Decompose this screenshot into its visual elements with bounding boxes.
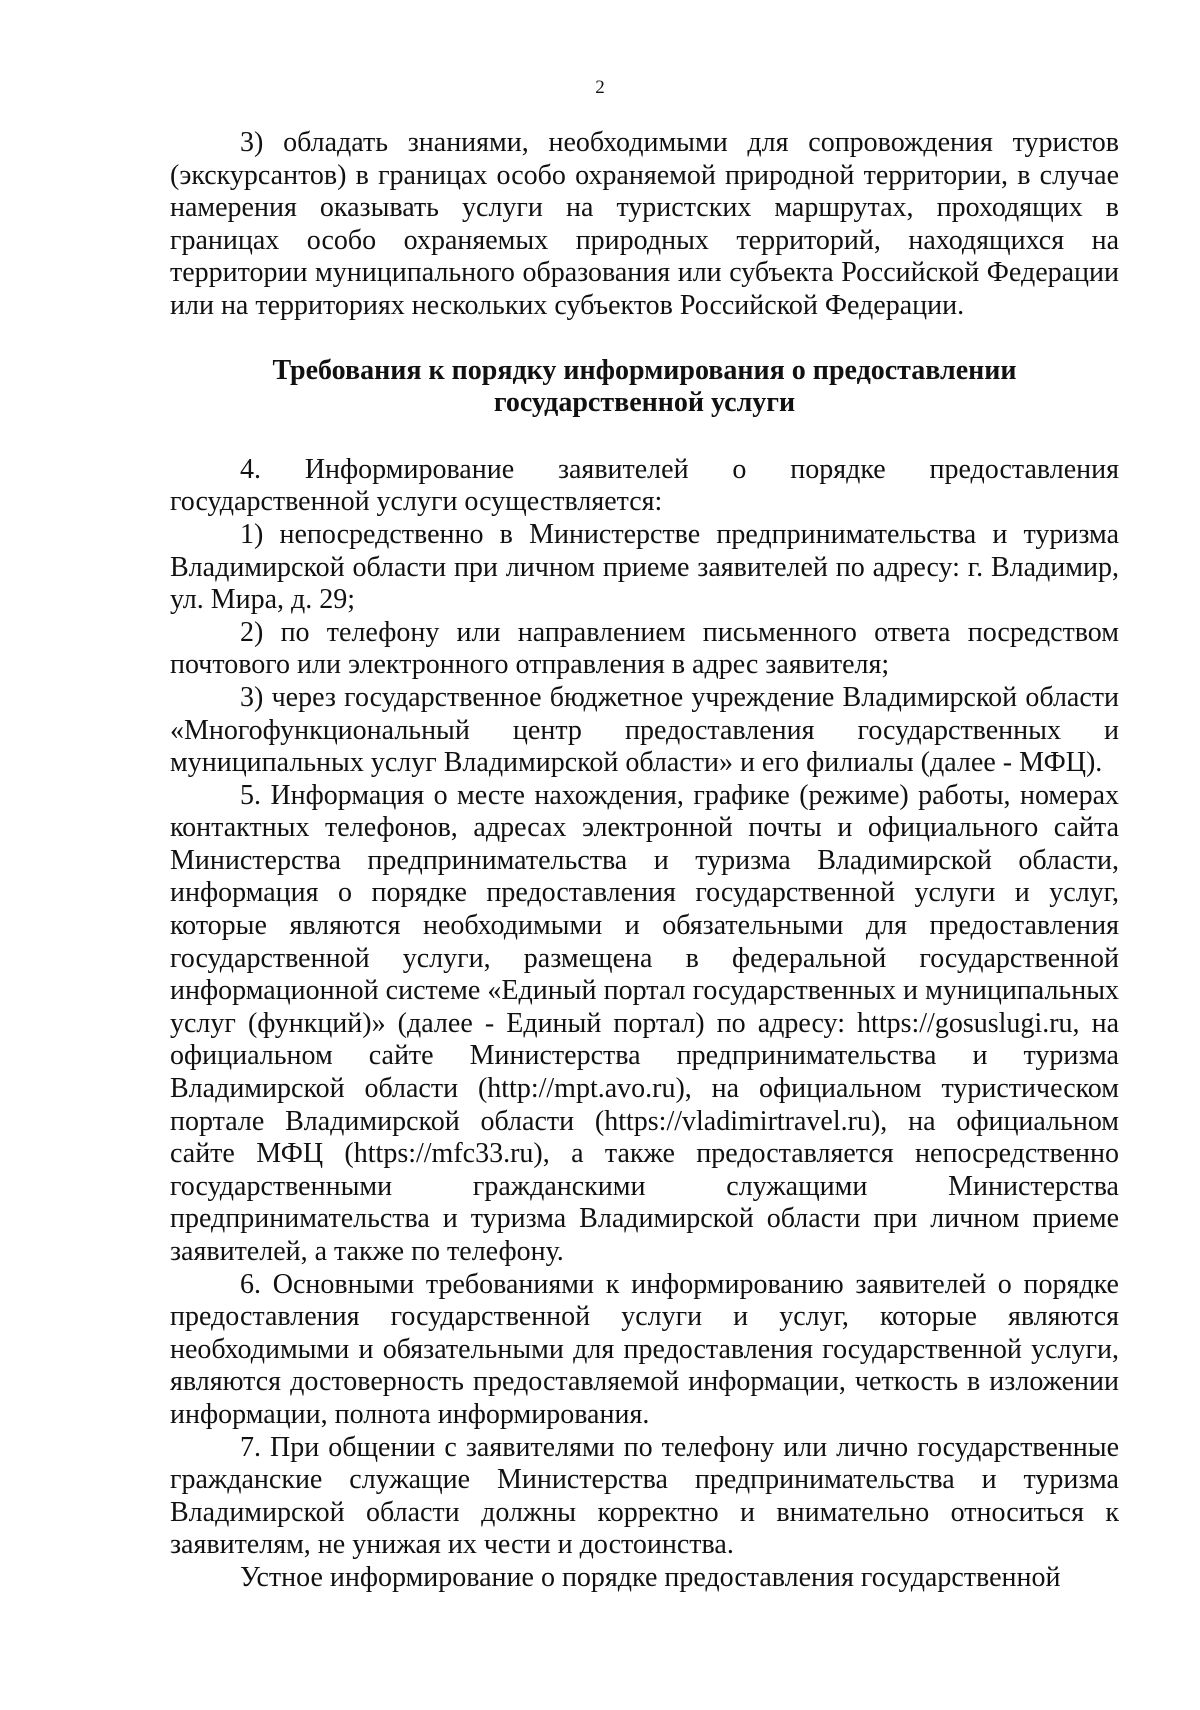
document-body	[170, 127, 1119, 1595]
page-number: 2	[595, 77, 605, 98]
paragraph-4-3: 3) через государственное бюджетное учреждение Владимирской области «Многофункциональный центр предоставления государственных и муниципальных услуг Владимирской области» и его филиалы (далее - МФЦ).	[170, 681, 1119, 779]
paragraph-7: 7. При общении с заявителями по телефону или лично государственные гражданские служащие Министерства предпринимательства и туризма Владимирской области должны корректно и внимательно относиться к заявителям, не унижая их чести и достоинства.	[170, 1431, 1119, 1561]
section-heading	[170, 355, 1119, 420]
paragraph-4-2: 2) по телефону или направлением письменного ответа посредством почтового или электронного отправления в адрес заявителя;	[170, 616, 1119, 681]
section-heading-line-1: Требования к порядку информирования о предоставлении	[272, 354, 1017, 386]
paragraph-5: 5. Информация о месте нахождения, графике (режиме) работы, номерах контактных телефонов, адресах электронной почты и официального сайта Министерства предпринимательства и туризма Владимирской области, информация о порядке предоставления государственной услуги и услуг, которые являются необходимыми и обязательными для предоставления государственной услуги, размещена в федеральной государственной информационной системе «Единый портал государственных и муниципальных услуг (функций)» (далее - Единый портал) по адресу: https://gosuslugi.ru, на официальном сайте Министерства предпринимательства и туризма Владимирской области (http://mpt.avo.ru), на официальном туристическом портале Владимирской области (https://vladimirtravel.ru), на официальном сайте МФЦ (https://mfc33.ru), а также предоставляется непосредственно государственными гражданскими служащими Министерства предпринимательства и туризма Владимирской области при личном приеме заявителей, а также по телефону.	[170, 779, 1119, 1267]
paragraph-3: 3) обладать знаниями, необходимыми для сопровождения туристов (экскурсантов) в границах особо охраняемой природной территории, в случае намерения оказывать услуги на туристских маршрутах, проходящих в границах особо охраняемых природных территорий, находящихся на территории муниципального образования или субъекта Российской Федерации или на территориях нескольких субъектов Российской Федерации.	[170, 127, 1119, 321]
paragraph-8: Устное информирование о порядке предоставления государственной	[240, 1561, 1061, 1593]
section-heading-line-2: государственной услуги	[493, 387, 796, 419]
paragraph-4-1: 1) непосредственно в Министерстве предпринимательства и туризма Владимирской области при личном приеме заявителей по адресу: г. Владимир, ул. Мира, д. 29;	[170, 518, 1119, 616]
paragraph-6: 6. Основными требованиями к информированию заявителей о порядке предоставления государственной услуги и услуг, которые являются необходимыми и обязательными для предоставления государственной услуги, являются достоверность предоставляемой информации, четкость в изложении информации, полнота информирования.	[170, 1268, 1119, 1430]
paragraph-4: 4. Информирование заявителей о порядке предоставления государственной услуги осуществляется:	[170, 453, 1119, 518]
